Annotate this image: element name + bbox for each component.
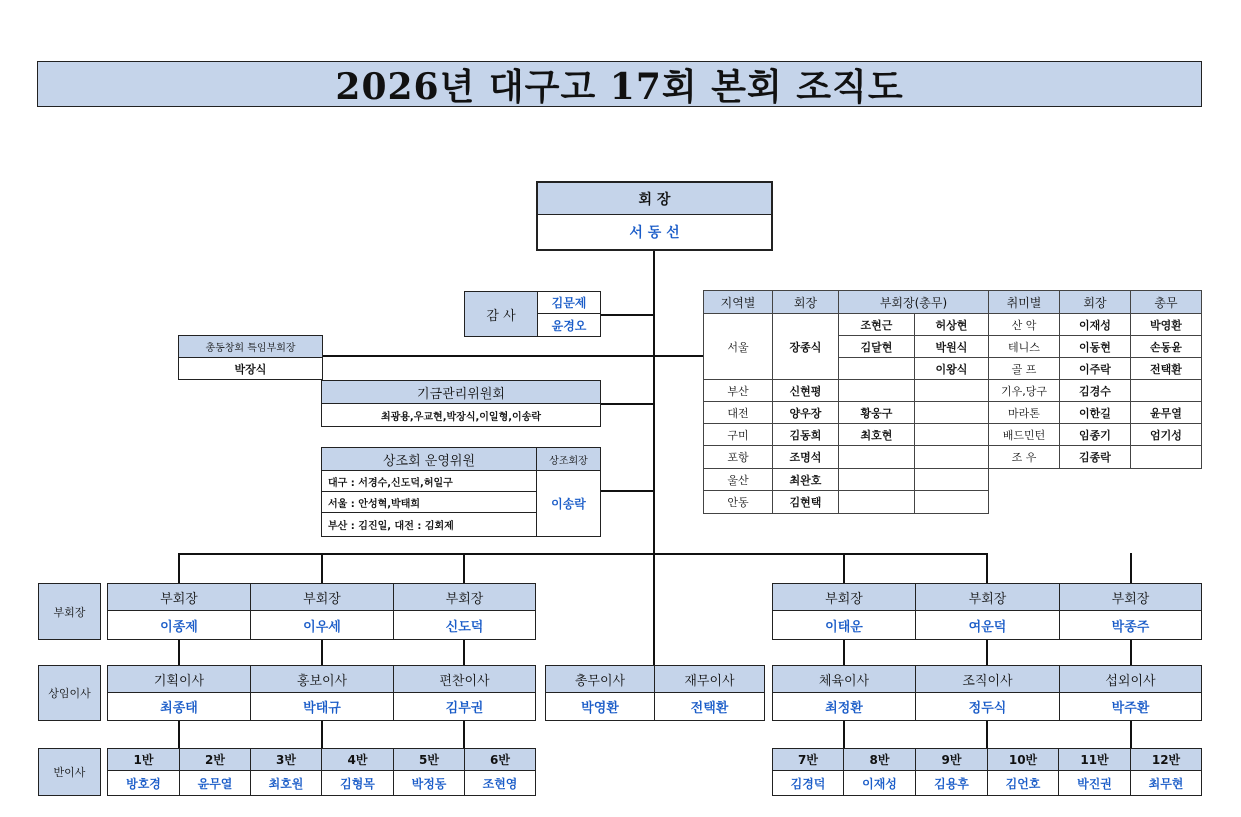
cls-right-3-name: 김용후: [916, 771, 988, 795]
hobby-row-3: 골 프: [988, 357, 1060, 380]
mutual-row-1: 대구 : 서경수,신도덕,허일구: [322, 471, 537, 492]
hobby-row-5: 마라톤: [988, 401, 1060, 424]
region-busan: 부산: [703, 379, 773, 402]
cls-right-1-name: 김경덕: [773, 771, 844, 795]
connector-mutual: [600, 490, 655, 492]
cls-right-6-label: 12반: [1131, 749, 1201, 771]
fund-committee-header: 기금관리위원회: [322, 381, 600, 404]
hobby-row-2-secretary: 손동윤: [1130, 335, 1202, 358]
hobby-row-1: 산 악: [988, 313, 1060, 336]
hobby-row-7: 조 우: [988, 445, 1060, 469]
mutual-committee-header: 상조회 운영위원: [322, 448, 537, 471]
connector-horizontal-bus: [178, 553, 988, 555]
hobby-row-3-president: 이주락: [1059, 357, 1131, 380]
drop-cls-6: [1130, 720, 1132, 748]
mutual-chair-header: 상조회장: [537, 448, 600, 471]
region-header-region: 지역별: [703, 290, 773, 314]
dir-left-1-name: 최종태: [108, 693, 251, 720]
auditor-name-2: 윤경오: [551, 318, 587, 333]
vp-right-2-role: 부회장: [916, 584, 1060, 611]
drop-dir-4: [843, 640, 845, 666]
region-ulsan-vp-1: [838, 468, 915, 491]
hobby-row-4: 기우,당구: [988, 379, 1060, 402]
vp-right-3-name: 박종주: [1111, 619, 1150, 635]
drop-cls-3: [463, 720, 465, 748]
dir-right-1-name: 최정환: [773, 693, 916, 720]
drop-cls-4: [843, 720, 845, 748]
hobby-header-hobby: 취미별: [988, 290, 1060, 314]
region-daejeon-president: 양우장: [772, 401, 839, 424]
cls-right-3-label: 9반: [916, 749, 988, 771]
region-daejeon-vp-1: 황웅구: [838, 401, 915, 424]
vp-left-2-role: 부회장: [251, 584, 394, 611]
cls-left-2-label: 2반: [180, 749, 251, 771]
cls-right-4-label: 10반: [988, 749, 1059, 771]
drop-vp-5: [986, 553, 988, 584]
hobby-row-1-secretary: 박영환: [1130, 313, 1202, 336]
region-seoul-vp-3: 김달현: [838, 335, 915, 358]
dir-right-3-role: 섭외이사: [1060, 666, 1201, 693]
cls-left-1-name: 방호경: [108, 771, 180, 795]
region-pohang-president: 조명석: [772, 445, 839, 469]
dir-center-2-role: 재무이사: [655, 666, 764, 693]
hobby-row-2-president: 이동현: [1059, 335, 1131, 358]
region-busan-president: 신현평: [772, 379, 839, 402]
hobby-row-6: 배드민턴: [988, 423, 1060, 446]
dir-center-2-name: 전택환: [690, 701, 729, 716]
dir-left-1-role: 기획이사: [108, 666, 251, 693]
connector-region-table: [654, 355, 704, 357]
dir-left-3-role: 편찬이사: [394, 666, 535, 693]
vp-left-2-name: 이우세: [251, 611, 394, 639]
dir-center-1-role: 총무이사: [546, 666, 655, 693]
side-label-standing: 상임이사: [38, 665, 101, 721]
vp-group-right: [772, 583, 1202, 640]
drop-vp-4: [843, 553, 845, 584]
directors-group-right: [772, 665, 1202, 721]
dir-center-1-name: 박영환: [546, 693, 655, 720]
region-seoul-vp-6: 이왕식: [914, 357, 989, 380]
connector-main-vertical: [653, 251, 655, 688]
dir-right-2-name: 정두식: [916, 693, 1060, 720]
region-gumi: 구미: [703, 423, 773, 446]
connector-auditor: [600, 314, 655, 316]
drop-dir-3: [463, 640, 465, 666]
region-seoul-vp-1: 조현근: [838, 313, 915, 336]
vp-left-1-name: 이종제: [108, 611, 251, 639]
vp-group-left: [107, 583, 536, 640]
cls-left-4-name: 김형목: [322, 771, 394, 795]
region-daejeon: 대전: [703, 401, 773, 424]
region-seoul-vp-2: 허상현: [914, 313, 989, 336]
president-box: [536, 181, 773, 251]
hobby-header-president: 회장: [1059, 290, 1131, 314]
drop-vp-6: [1130, 553, 1132, 584]
region-busan-vp-2: [914, 379, 989, 402]
mutual-row-3: 부산 : 김진일, 대전 : 김회제: [322, 513, 537, 536]
drop-cls-2: [321, 720, 323, 748]
region-table: [703, 290, 989, 518]
dir-right-2-role: 조직이사: [916, 666, 1060, 693]
hobby-row-3-secretary: 전택환: [1130, 357, 1202, 380]
cls-left-3-label: 3반: [251, 749, 322, 771]
region-gumi-president: 김동희: [772, 423, 839, 446]
cls-left-2-name: 윤무열: [180, 771, 251, 795]
cls-left-5-name: 박정동: [394, 771, 465, 795]
directors-group-center: [545, 665, 765, 721]
region-daejeon-vp-2: [914, 401, 989, 424]
hobby-table: [988, 290, 1202, 470]
vp-right-1-name: 이태운: [773, 611, 916, 639]
drop-cls-1: [178, 720, 180, 748]
hobby-row-1-president: 이재성: [1059, 313, 1131, 336]
cls-right-5-name: 박진권: [1059, 771, 1131, 795]
classes-group-left: [107, 748, 536, 796]
hobby-row-6-president: 임종기: [1059, 423, 1131, 446]
alumni-vp-header: 총동창회 특임부회장: [179, 336, 322, 358]
hobby-row-4-president: 김경수: [1059, 379, 1131, 402]
drop-dir-6: [1130, 640, 1132, 666]
president-header: 회 장: [538, 183, 771, 215]
mutual-chair-name: 이송락: [551, 497, 586, 511]
hobby-row-2: 테니스: [988, 335, 1060, 358]
region-seoul: 서울: [703, 313, 773, 380]
cls-left-6-label: 6반: [465, 749, 535, 771]
cls-right-6-name: 최무현: [1148, 776, 1184, 791]
region-andong-vp-1: [838, 490, 915, 514]
hobby-header-secretary: 총무: [1130, 290, 1202, 314]
region-gumi-vp-1: 최호현: [838, 423, 915, 446]
cls-right-1-label: 7반: [773, 749, 844, 771]
auditor-label: 감 사: [465, 292, 538, 336]
hobby-row-7-president: 김종락: [1059, 445, 1131, 469]
cls-left-5-label: 5반: [394, 749, 465, 771]
region-header-vp: 부회장(총무): [838, 290, 989, 314]
region-seoul-president: 장종식: [772, 313, 839, 380]
title-bar: [37, 61, 1202, 107]
hobby-row-4-secretary: [1130, 379, 1202, 402]
vp-right-1-role: 부회장: [773, 584, 916, 611]
drop-vp-2: [321, 553, 323, 584]
region-seoul-vp-4: 박원식: [914, 335, 989, 358]
connector-alumni-vp: [322, 355, 654, 357]
fund-committee-box: [321, 380, 601, 427]
drop-dir-5: [986, 640, 988, 666]
vp-left-1-role: 부회장: [108, 584, 251, 611]
dir-left-3-name: 김부권: [445, 701, 484, 716]
region-ulsan-president: 최완호: [772, 468, 839, 491]
region-andong-president: 김현택: [772, 490, 839, 514]
cls-left-4-label: 4반: [322, 749, 394, 771]
vp-left-3-role: 부회장: [394, 584, 535, 611]
drop-vp-1: [178, 553, 180, 584]
cls-left-6-name: 조현영: [482, 776, 518, 791]
cls-right-5-label: 11반: [1059, 749, 1131, 771]
alumni-vp-name: 박장식: [234, 362, 267, 376]
hobby-row-5-secretary: 윤무열: [1130, 401, 1202, 424]
region-pohang-vp-1: [838, 445, 915, 469]
vp-right-2-name: 여운덕: [916, 611, 1060, 639]
page-title: 2026년 대구고 17회 본회 조직도: [335, 65, 904, 108]
fund-committee-members: 최광용,우교현,박장식,이일형,이송락: [380, 411, 542, 423]
region-gumi-vp-2: [914, 423, 989, 446]
side-label-vp: 부회장: [38, 583, 101, 640]
mutual-row-2: 서울 : 안성혁,박태희: [322, 492, 537, 513]
cls-right-2-label: 8반: [844, 749, 916, 771]
dir-left-2-name: 박태규: [251, 693, 394, 720]
region-ulsan-vp-2: [914, 468, 989, 491]
alumni-vp-box: [178, 335, 323, 380]
directors-group-left: [107, 665, 536, 721]
drop-dir-1: [178, 640, 180, 666]
cls-right-2-name: 이재성: [844, 771, 916, 795]
region-header-president: 회장: [772, 290, 839, 314]
drop-dir-2: [321, 640, 323, 666]
drop-vp-3: [463, 553, 465, 584]
region-busan-vp-1: [838, 379, 915, 402]
region-ulsan: 울산: [703, 468, 773, 491]
hobby-row-6-secretary: 엄기성: [1130, 423, 1202, 446]
side-label-class: 반이사: [38, 748, 101, 796]
region-pohang: 포항: [703, 445, 773, 469]
dir-left-2-role: 홍보이사: [251, 666, 394, 693]
region-andong: 안동: [703, 490, 773, 514]
dir-right-3-name: 박주환: [1111, 701, 1150, 716]
auditor-name-1: 김문제: [538, 292, 600, 314]
hobby-row-5-president: 이한길: [1059, 401, 1131, 424]
cls-right-4-name: 김언호: [988, 771, 1059, 795]
drop-cls-5: [986, 720, 988, 748]
president-name: 서 동 선: [629, 225, 680, 241]
cls-left-1-label: 1반: [108, 749, 180, 771]
auditor-box: [464, 291, 601, 337]
dir-right-1-role: 체육이사: [773, 666, 916, 693]
mutual-committee-box: [321, 447, 601, 537]
region-pohang-vp-2: [914, 445, 989, 469]
hobby-row-7-secretary: [1130, 445, 1202, 469]
vp-right-3-role: 부회장: [1060, 584, 1201, 611]
region-andong-vp-2: [914, 490, 989, 514]
cls-left-3-name: 최호원: [251, 771, 322, 795]
connector-fund: [600, 403, 655, 405]
region-seoul-vp-5: [838, 357, 915, 380]
vp-left-3-name: 신도덕: [445, 619, 484, 635]
classes-group-right: [772, 748, 1202, 796]
